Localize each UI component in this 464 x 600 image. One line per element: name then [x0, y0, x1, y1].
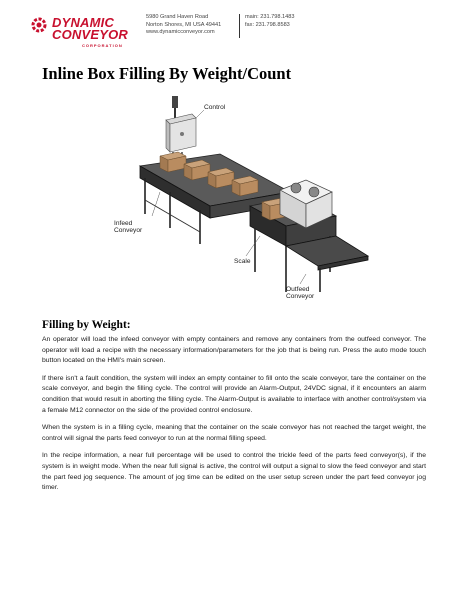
label-infeed-line1: Infeed: [114, 220, 133, 227]
label-control: Control: [204, 104, 226, 111]
paragraph-1: An operator will load the infeed conveyor with empty containers and remove any containers from the outfeed conveyor. The operator will load a recipe with the necessary information/parameters for the job that is being run. Press the auto mode touch button located on the HMI's main screen.: [42, 336, 426, 365]
section-body: [42, 335, 426, 501]
fax-number: fax: 231.798.8583: [245, 21, 290, 28]
paragraph-2: If there isn't a fault condition, the system will index an empty container to fill onto the scale conveyor, tare the container on the scale conveyor, and begin the filling cycle. The control will provide an Alarm-Output, 24VDC signal, if it encounters an alarm condition that would result in aborting the filling cycle. The Alarm-Output is available to interface with another control/system via a female M12 connector on the side of the provided control enclosure.: [42, 374, 426, 414]
label-outfeed-line2: Conveyor: [286, 293, 315, 301]
logo-word-corporation: CORPORATION: [82, 43, 123, 48]
logo-word-conveyor: CONVEYOR: [52, 27, 129, 42]
company-address: [146, 14, 221, 37]
label-outfeed-line1: Outfeed: [286, 286, 310, 293]
label-infeed-conveyor: [114, 220, 142, 235]
logo-gear-icon: [30, 16, 52, 38]
outfeed-conveyor: [286, 236, 368, 292]
logo-word-dynamic: DYNAMIC: [52, 15, 115, 30]
conveyor-system-drawing: [100, 96, 370, 316]
letterhead: [0, 0, 464, 56]
section-heading-filling-by-weight: Filling by Weight:: [42, 319, 131, 331]
paragraph-3: When the system is in a filling cycle, meaning that the container on the scale conveyor has not reached the target weight, the control will signal the parts feed conveyor to run at the normal filling speed.: [42, 424, 426, 442]
header-divider: [239, 14, 240, 38]
label-outfeed-conveyor: [286, 286, 314, 301]
address-city: Norton Shores, MI USA 49441: [146, 21, 222, 28]
paragraph-4: In the recipe information, a near full percentage will be used to control the trickle feed of the parts feed conveyor(s), if the system is in weight mode. When the near full signal is active, the control will output a signal to slow the feed conveyor and start the part feed jog sequence. The amount of jog time can be edited on the user setup screen under the part feed conveyor jog timer.: [42, 452, 426, 492]
label-infeed-line2: Conveyor: [114, 227, 143, 235]
company-contact: [245, 14, 294, 29]
address-street: 5980 Grand Haven Road: [146, 14, 209, 20]
main-phone: main: 231.798.1483: [245, 14, 295, 20]
conveyor-system-illustration: [100, 96, 370, 316]
document-title: Inline Box Filling By Weight/Count: [42, 64, 292, 83]
company-logo: [30, 14, 142, 50]
label-scale: Scale: [234, 258, 251, 265]
company-website: www.dynamicconveyor.com: [146, 29, 215, 36]
